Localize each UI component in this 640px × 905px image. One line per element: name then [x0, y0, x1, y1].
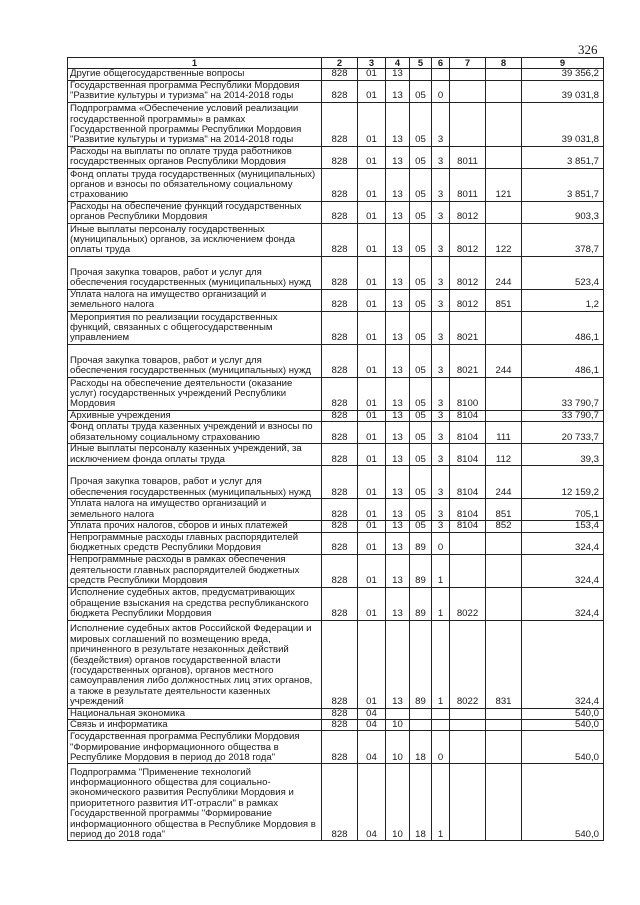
- subsection-code-cell: 13: [386, 69, 410, 80]
- subsection-code-cell: 13: [386, 532, 410, 554]
- subsection-code-cell: 13: [386, 466, 410, 499]
- direction-code-cell: 8021: [450, 311, 486, 344]
- ministry-code-cell: 828: [322, 499, 358, 521]
- subsection-code-cell: 13: [386, 587, 410, 620]
- header-cell: 5: [410, 58, 432, 69]
- item-name-cell: Расходы на выплаты по оплате труда работников государственных органов Республики Мордовия: [68, 146, 322, 168]
- table-row: [68, 377, 604, 410]
- expense-type-code-cell: 112: [486, 444, 522, 466]
- ministry-code-cell: 828: [322, 422, 358, 444]
- section-code-cell: 01: [358, 168, 386, 201]
- expense-type-code-cell: [486, 377, 522, 410]
- table-row: [68, 764, 604, 841]
- program-code-cell: 05: [410, 410, 432, 421]
- amount-cell: 324,4: [522, 554, 604, 587]
- direction-code-cell: [450, 69, 486, 80]
- direction-code-cell: 8021: [450, 344, 486, 377]
- amount-cell: 12 159,2: [522, 466, 604, 499]
- ministry-code-cell: 828: [322, 69, 358, 80]
- ministry-code-cell: 828: [322, 466, 358, 499]
- section-code-cell: 01: [358, 499, 386, 521]
- expense-type-code-cell: 851: [486, 499, 522, 521]
- item-name-cell: Другие общегосударственные вопросы: [68, 69, 322, 80]
- program-code-cell: 05: [410, 201, 432, 223]
- ministry-code-cell: 828: [322, 102, 358, 146]
- subsection-code-cell: 13: [386, 444, 410, 466]
- table-row: [68, 499, 604, 521]
- section-code-cell: 04: [358, 731, 386, 764]
- section-code-cell: 01: [358, 102, 386, 146]
- item-name-cell: Исполнение судебных актов Российской Федерации и мировых соглашений по возмещению вреда, причиненного в результате незаконных действий (бездействия) органов государственной власти (государственных органов), органов местного самоуправления либо должностных лиц этих органов, а также в результате деятельности казенных учреждений: [68, 620, 322, 708]
- subprogram-code-cell: [432, 720, 450, 731]
- subprogram-code-cell: 3: [432, 410, 450, 421]
- ministry-code-cell: 828: [322, 146, 358, 168]
- subsection-code-cell: 13: [386, 422, 410, 444]
- ministry-code-cell: 828: [322, 168, 358, 201]
- item-name-cell: Подпрограмма «Обеспечение условий реализации государственной программы» в рамках Государственной программы Республики Мордовия "Развитие культуры и туризма" на 2014-2018 годы: [68, 102, 322, 146]
- item-name-cell: Иные выплаты персоналу государственных (муниципальных) органов, за исключением фонда оплаты труда: [68, 223, 322, 256]
- program-code-cell: 05: [410, 168, 432, 201]
- section-code-cell: 01: [358, 377, 386, 410]
- expense-type-code-cell: [486, 587, 522, 620]
- direction-code-cell: 8011: [450, 168, 486, 201]
- amount-cell: 324,4: [522, 620, 604, 708]
- item-name-cell: Уплата прочих налогов, сборов и иных платежей: [68, 521, 322, 532]
- direction-code-cell: 8104: [450, 466, 486, 499]
- subsection-code-cell: 10: [386, 764, 410, 841]
- direction-code-cell: [450, 731, 486, 764]
- program-code-cell: 89: [410, 587, 432, 620]
- section-code-cell: 01: [358, 344, 386, 377]
- item-name-cell: Связь и информатика: [68, 720, 322, 731]
- expense-type-code-cell: 121: [486, 168, 522, 201]
- program-code-cell: 05: [410, 444, 432, 466]
- program-code-cell: 05: [410, 311, 432, 344]
- program-code-cell: 05: [410, 256, 432, 289]
- subsection-code-cell: 13: [386, 201, 410, 223]
- ministry-code-cell: 828: [322, 764, 358, 841]
- header-cell: 2: [322, 58, 358, 69]
- subsection-code-cell: 10: [386, 731, 410, 764]
- program-code-cell: 18: [410, 764, 432, 841]
- item-name-cell: Расходы на обеспечение деятельности (оказание услуг) государственных учреждений Республики Мордовия: [68, 377, 322, 410]
- amount-cell: 39 031,8: [522, 80, 604, 102]
- program-code-cell: 05: [410, 344, 432, 377]
- item-name-cell: Прочая закупка товаров, работ и услуг для обеспечения государственных (муниципальных) нужд: [68, 466, 322, 499]
- section-code-cell: 01: [358, 223, 386, 256]
- section-code-cell: 01: [358, 201, 386, 223]
- direction-code-cell: 8104: [450, 521, 486, 532]
- expense-type-code-cell: 852: [486, 521, 522, 532]
- header-row: [68, 58, 604, 69]
- ministry-code-cell: 828: [322, 223, 358, 256]
- ministry-code-cell: 828: [322, 720, 358, 731]
- subsection-code-cell: 13: [386, 554, 410, 587]
- direction-code-cell: 8011: [450, 146, 486, 168]
- subprogram-code-cell: 3: [432, 377, 450, 410]
- program-code-cell: 05: [410, 521, 432, 532]
- direction-code-cell: 8022: [450, 620, 486, 708]
- subprogram-code-cell: 0: [432, 731, 450, 764]
- item-name-cell: Мероприятия по реализации государственных функций, связанных с общегосударственным управлением: [68, 311, 322, 344]
- section-code-cell: 01: [358, 554, 386, 587]
- subprogram-code-cell: 1: [432, 554, 450, 587]
- amount-cell: 1,2: [522, 289, 604, 311]
- direction-code-cell: 8100: [450, 377, 486, 410]
- amount-cell: 486,1: [522, 311, 604, 344]
- amount-cell: 523,4: [522, 256, 604, 289]
- program-code-cell: 05: [410, 80, 432, 102]
- ministry-code-cell: 828: [322, 311, 358, 344]
- header-cell: 8: [486, 58, 522, 69]
- table-row: [68, 554, 604, 587]
- section-code-cell: 04: [358, 764, 386, 841]
- item-name-cell: Фонд оплаты труда государственных (муниципальных) органов и взносы по обязательному социальному страхованию: [68, 168, 322, 201]
- program-code-cell: 89: [410, 532, 432, 554]
- direction-code-cell: 8012: [450, 201, 486, 223]
- direction-code-cell: [450, 554, 486, 587]
- table-row: [68, 311, 604, 344]
- direction-code-cell: 8104: [450, 499, 486, 521]
- table-row: [68, 620, 604, 708]
- subprogram-code-cell: 3: [432, 102, 450, 146]
- section-code-cell: 01: [358, 410, 386, 421]
- program-code-cell: 05: [410, 289, 432, 311]
- expense-type-code-cell: [486, 201, 522, 223]
- budget-table: [67, 57, 604, 841]
- ministry-code-cell: 828: [322, 344, 358, 377]
- amount-cell: 33 790,7: [522, 410, 604, 421]
- item-name-cell: Непрограммные расходы в рамках обеспечения деятельности главных распорядителей бюджетных средств Республики Мордовия: [68, 554, 322, 587]
- amount-cell: 540,0: [522, 764, 604, 841]
- table-row: [68, 201, 604, 223]
- subsection-code-cell: 13: [386, 80, 410, 102]
- expense-type-code-cell: [486, 69, 522, 80]
- subsection-code-cell: 13: [386, 620, 410, 708]
- expense-type-code-cell: 122: [486, 223, 522, 256]
- subsection-code-cell: 13: [386, 377, 410, 410]
- direction-code-cell: 8104: [450, 422, 486, 444]
- subprogram-code-cell: 1: [432, 764, 450, 841]
- ministry-code-cell: 828: [322, 554, 358, 587]
- ministry-code-cell: 828: [322, 377, 358, 410]
- direction-code-cell: 8012: [450, 223, 486, 256]
- item-name-cell: Государственная программа Республики Мордовия "Развитие культуры и туризма" на 2014-2018 годы: [68, 80, 322, 102]
- table-row: [68, 146, 604, 168]
- expense-type-code-cell: [486, 764, 522, 841]
- subsection-code-cell: 13: [386, 521, 410, 532]
- ministry-code-cell: 828: [322, 521, 358, 532]
- subprogram-code-cell: 3: [432, 444, 450, 466]
- table-row: [68, 102, 604, 146]
- direction-code-cell: [450, 102, 486, 146]
- section-code-cell: 01: [358, 289, 386, 311]
- subprogram-code-cell: 3: [432, 311, 450, 344]
- section-code-cell: 01: [358, 521, 386, 532]
- subsection-code-cell: 13: [386, 311, 410, 344]
- expense-type-code-cell: 244: [486, 344, 522, 377]
- ministry-code-cell: 828: [322, 289, 358, 311]
- item-name-cell: Национальная экономика: [68, 708, 322, 719]
- subprogram-code-cell: 3: [432, 168, 450, 201]
- amount-cell: 3 851,7: [522, 146, 604, 168]
- table-row: [68, 80, 604, 102]
- item-name-cell: Иные выплаты персоналу казенных учреждений, за исключением фонда оплаты труда: [68, 444, 322, 466]
- table-row: [68, 410, 604, 421]
- section-code-cell: 01: [358, 311, 386, 344]
- subprogram-code-cell: 3: [432, 466, 450, 499]
- table-row: [68, 587, 604, 620]
- ministry-code-cell: 828: [322, 80, 358, 102]
- item-name-cell: Архивные учреждения: [68, 410, 322, 421]
- ministry-code-cell: 828: [322, 620, 358, 708]
- program-code-cell: [410, 720, 432, 731]
- subsection-code-cell: 13: [386, 146, 410, 168]
- table-row: [68, 69, 604, 80]
- table-row: [68, 256, 604, 289]
- section-code-cell: 01: [358, 256, 386, 289]
- item-name-cell: Уплата налога на имущество организаций и земельного налога: [68, 499, 322, 521]
- section-code-cell: 01: [358, 422, 386, 444]
- subsection-code-cell: 13: [386, 102, 410, 146]
- section-code-cell: 01: [358, 532, 386, 554]
- expense-type-code-cell: [486, 720, 522, 731]
- ministry-code-cell: 828: [322, 410, 358, 421]
- subprogram-code-cell: [432, 708, 450, 719]
- section-code-cell: 01: [358, 620, 386, 708]
- program-code-cell: 18: [410, 731, 432, 764]
- direction-code-cell: [450, 764, 486, 841]
- expense-type-code-cell: [486, 80, 522, 102]
- header-cell: 9: [522, 58, 604, 69]
- program-code-cell: [410, 69, 432, 80]
- subsection-code-cell: 13: [386, 256, 410, 289]
- direction-code-cell: [450, 720, 486, 731]
- amount-cell: 540,0: [522, 731, 604, 764]
- item-name-cell: Исполнение судебных актов, предусматривающих обращение взыскания на средства республиканского бюджета Республики Мордовия: [68, 587, 322, 620]
- section-code-cell: 01: [358, 69, 386, 80]
- section-code-cell: 01: [358, 146, 386, 168]
- subsection-code-cell: 13: [386, 410, 410, 421]
- program-code-cell: 05: [410, 499, 432, 521]
- header-cell: 1: [68, 58, 322, 69]
- expense-type-code-cell: [486, 146, 522, 168]
- amount-cell: 705,1: [522, 499, 604, 521]
- program-code-cell: [410, 708, 432, 719]
- ministry-code-cell: 828: [322, 731, 358, 764]
- program-code-cell: 05: [410, 422, 432, 444]
- header-cell: 3: [358, 58, 386, 69]
- expense-type-code-cell: 111: [486, 422, 522, 444]
- section-code-cell: 01: [358, 587, 386, 620]
- header-cell: 6: [432, 58, 450, 69]
- subprogram-code-cell: 3: [432, 344, 450, 377]
- program-code-cell: 05: [410, 146, 432, 168]
- amount-cell: 903,3: [522, 201, 604, 223]
- table-row: [68, 532, 604, 554]
- program-code-cell: 05: [410, 466, 432, 499]
- expense-type-code-cell: 244: [486, 466, 522, 499]
- subsection-code-cell: 13: [386, 289, 410, 311]
- program-code-cell: 05: [410, 102, 432, 146]
- section-code-cell: 01: [358, 444, 386, 466]
- program-code-cell: 05: [410, 223, 432, 256]
- direction-code-cell: 8012: [450, 289, 486, 311]
- subprogram-code-cell: 3: [432, 289, 450, 311]
- amount-cell: 33 790,7: [522, 377, 604, 410]
- subprogram-code-cell: 0: [432, 532, 450, 554]
- direction-code-cell: 8012: [450, 256, 486, 289]
- expense-type-code-cell: [486, 731, 522, 764]
- section-code-cell: 01: [358, 466, 386, 499]
- item-name-cell: Подпрограмма "Применение технологий информационного общества для социально-экономического развития Республики Мордовия и приоритетного развития ИТ-отрасли" в рамках Государственной программы "Формирование информационного общества в Республике Мордовия в период до 2018 года": [68, 764, 322, 841]
- amount-cell: 3 851,7: [522, 168, 604, 201]
- subprogram-code-cell: 3: [432, 422, 450, 444]
- subprogram-code-cell: 1: [432, 620, 450, 708]
- page-number: 326: [578, 42, 598, 57]
- expense-type-code-cell: 244: [486, 256, 522, 289]
- amount-cell: 153,4: [522, 521, 604, 532]
- item-name-cell: Прочая закупка товаров, работ и услуг для обеспечения государственных (муниципальных) нужд: [68, 344, 322, 377]
- section-code-cell: 04: [358, 720, 386, 731]
- amount-cell: 39 356,2: [522, 69, 604, 80]
- expense-type-code-cell: [486, 554, 522, 587]
- subprogram-code-cell: 3: [432, 499, 450, 521]
- table-row: [68, 422, 604, 444]
- table-row: [68, 720, 604, 731]
- subsection-code-cell: 13: [386, 499, 410, 521]
- ministry-code-cell: 828: [322, 532, 358, 554]
- subsection-code-cell: [386, 708, 410, 719]
- ministry-code-cell: 828: [322, 708, 358, 719]
- direction-code-cell: [450, 80, 486, 102]
- expense-type-code-cell: [486, 410, 522, 421]
- table-row: [68, 344, 604, 377]
- direction-code-cell: 8104: [450, 444, 486, 466]
- subprogram-code-cell: 0: [432, 80, 450, 102]
- table-row: [68, 223, 604, 256]
- section-code-cell: 01: [358, 80, 386, 102]
- direction-code-cell: 8022: [450, 587, 486, 620]
- subsection-code-cell: 10: [386, 720, 410, 731]
- item-name-cell: Уплата налога на имущество организаций и земельного налога: [68, 289, 322, 311]
- amount-cell: 39,3: [522, 444, 604, 466]
- program-code-cell: 89: [410, 554, 432, 587]
- expense-type-code-cell: [486, 708, 522, 719]
- direction-code-cell: 8104: [450, 410, 486, 421]
- ministry-code-cell: 828: [322, 587, 358, 620]
- subprogram-code-cell: 3: [432, 146, 450, 168]
- subprogram-code-cell: 3: [432, 223, 450, 256]
- table-row: [68, 444, 604, 466]
- item-name-cell: Непрограммные расходы главных распорядителей бюджетных средств Республики Мордовия: [68, 532, 322, 554]
- item-name-cell: Фонд оплаты труда казенных учреждений и взносы по обязательному социальному страхованию: [68, 422, 322, 444]
- expense-type-code-cell: 831: [486, 620, 522, 708]
- ministry-code-cell: 828: [322, 201, 358, 223]
- program-code-cell: 89: [410, 620, 432, 708]
- subsection-code-cell: 13: [386, 168, 410, 201]
- table-body: [68, 69, 604, 841]
- subsection-code-cell: 13: [386, 223, 410, 256]
- ministry-code-cell: 828: [322, 256, 358, 289]
- subprogram-code-cell: 1: [432, 587, 450, 620]
- direction-code-cell: [450, 532, 486, 554]
- subprogram-code-cell: [432, 69, 450, 80]
- table-row: [68, 521, 604, 532]
- amount-cell: 378,7: [522, 223, 604, 256]
- amount-cell: 540,0: [522, 708, 604, 719]
- amount-cell: 20 733,7: [522, 422, 604, 444]
- program-code-cell: 05: [410, 377, 432, 410]
- header-cell: 4: [386, 58, 410, 69]
- amount-cell: 39 031,8: [522, 102, 604, 146]
- table-row: [68, 168, 604, 201]
- table-row: [68, 731, 604, 764]
- expense-type-code-cell: [486, 102, 522, 146]
- expense-type-code-cell: [486, 311, 522, 344]
- subprogram-code-cell: 3: [432, 521, 450, 532]
- table-row: [68, 466, 604, 499]
- subprogram-code-cell: 3: [432, 256, 450, 289]
- expense-type-code-cell: [486, 532, 522, 554]
- amount-cell: 324,4: [522, 587, 604, 620]
- header-cell: 7: [450, 58, 486, 69]
- subsection-code-cell: 13: [386, 344, 410, 377]
- table-row: [68, 289, 604, 311]
- table-row: [68, 708, 604, 719]
- ministry-code-cell: 828: [322, 444, 358, 466]
- amount-cell: 324,4: [522, 532, 604, 554]
- subprogram-code-cell: 3: [432, 201, 450, 223]
- amount-cell: 540,0: [522, 720, 604, 731]
- item-name-cell: Прочая закупка товаров, работ и услуг для обеспечения государственных (муниципальных) нужд: [68, 256, 322, 289]
- amount-cell: 486,1: [522, 344, 604, 377]
- direction-code-cell: [450, 708, 486, 719]
- section-code-cell: 04: [358, 708, 386, 719]
- item-name-cell: Государственная программа Республики Мордовия "Формирование информационного общества в Республике Мордовия в период до 2018 года": [68, 731, 322, 764]
- expense-type-code-cell: 851: [486, 289, 522, 311]
- item-name-cell: Расходы на обеспечение функций государственных органов Республики Мордовия: [68, 201, 322, 223]
